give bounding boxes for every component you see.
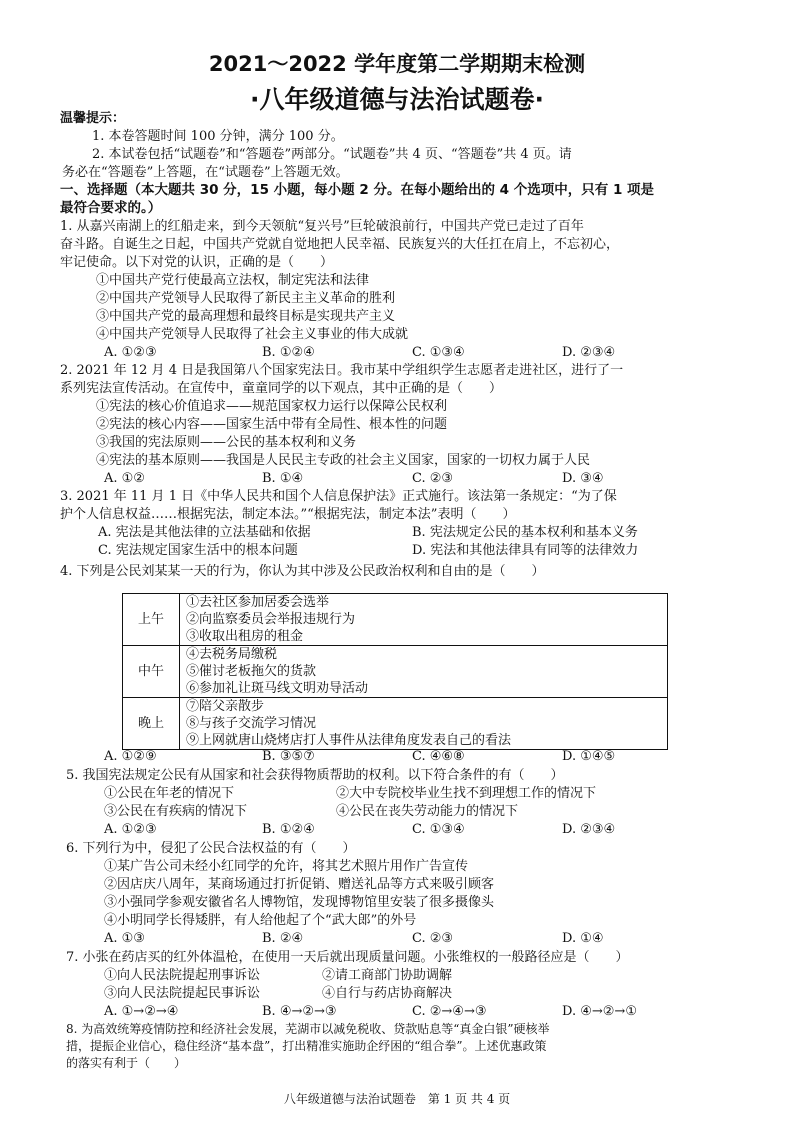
q1-stem: 1. 从嘉兴南湖上的红船走来，到今天领航“复兴号”巨轮破浪前行，中国共产党已走过了百年 bbox=[60, 219, 584, 234]
q1-option-c: C. ①③④ bbox=[412, 345, 465, 360]
q4-option-d: D. ①④⑤ bbox=[562, 749, 616, 764]
q5-statement: ②大中专院校毕业生找不到理想工作的情况下 bbox=[336, 786, 597, 801]
q5-option-d: D. ②③④ bbox=[562, 822, 616, 837]
notice-item-2: 2. 本试卷包括“试题卷”和“答题卷”两部分。“试题卷”共 4 页、“答题卷”共 4 页。请 bbox=[92, 147, 572, 162]
q8-stem: 的落实有利于（ ） bbox=[66, 1056, 187, 1070]
q3-option-c: C. 宪法规定国家生活中的根本问题 bbox=[98, 543, 298, 558]
q4-item: ⑤催讨老板拖欠的货款 bbox=[186, 664, 317, 679]
table-row bbox=[123, 698, 668, 750]
q2-statement: ②宪法的核心内容——国家生活中带有全局性、根本性的问题 bbox=[96, 417, 448, 432]
q5-option-a: A. ①②③ bbox=[104, 822, 157, 837]
q6-option-b: B. ②④ bbox=[262, 931, 304, 946]
q1-statement: ①中国共产党行使最高立法权，制定宪法和法律 bbox=[96, 273, 370, 288]
q2-stem: 系列宪法宣传活动。在宣传中，童童同学的以下观点，其中正确的是（ ） bbox=[60, 381, 503, 396]
q1-statement: ②中国共产党领导人民取得了新民主主义革命的胜利 bbox=[96, 291, 396, 306]
q2-statement: ①宪法的核心价值追求——规范国家权力运行以保障公民权利 bbox=[96, 399, 448, 414]
section-heading-cont: 最符合要求的。） bbox=[60, 200, 162, 216]
q6-statement: ③小强同学参观安徽省名人博物馆，发现博物馆里安装了很多摄像头 bbox=[104, 895, 495, 910]
q7-statement: ②请工商部门协助调解 bbox=[322, 968, 453, 983]
q4-items-cell bbox=[180, 594, 668, 646]
q5-option-c: C. ①③④ bbox=[412, 822, 465, 837]
q6-option-a: A. ①③ bbox=[104, 931, 145, 946]
exam-subtitle: ·八年级道德与法治试题卷· bbox=[250, 85, 544, 114]
q8-stem: 8. 为高效统筹疫情防控和经济社会发展，芜湖市以减免税收、贷款贴息等“真金白银”硬核举 bbox=[66, 1022, 550, 1036]
q4-time-cell: 晚上 bbox=[123, 698, 180, 750]
q8-stem: 措，提振企业信心，稳住经济“基本盘”，打出精准实施助企纾困的“组合拳”。上述优惠政策 bbox=[66, 1039, 547, 1053]
q7-option-b: B. ④→②→③ bbox=[262, 1004, 337, 1019]
q4-time-cell: 上午 bbox=[123, 594, 180, 646]
q2-statement: ④宪法的基本原则——我国是人民民主专政的社会主义国家，国家的一切权力属于人民 bbox=[96, 453, 591, 468]
notice-item-1: 1. 本卷答题时间 100 分钟，满分 100 分。 bbox=[92, 129, 344, 144]
q4-option-b: B. ③⑤⑦ bbox=[262, 749, 315, 764]
q2-option-c: C. ②③ bbox=[412, 471, 454, 486]
q4-item: ⑦陪父亲散步 bbox=[186, 699, 265, 714]
q6-statement: ①某广告公司未经小红同学的允许，将其艺术照片用作广告宣传 bbox=[104, 859, 469, 874]
q4-item: ②向监察委员会举报违规行为 bbox=[186, 612, 356, 627]
q1-option-b: B. ①②④ bbox=[262, 345, 315, 360]
q7-option-a: A. ①→②→④ bbox=[104, 1004, 179, 1019]
q2-stem: 2. 2021 年 12 月 4 日是我国第八个国家宪法日。我市某中学组织学生志愿者走进社区，进行了一 bbox=[60, 363, 624, 378]
q6-option-d: D. ①④ bbox=[562, 931, 604, 946]
q4-item: ①去社区参加居委会选举 bbox=[186, 595, 330, 610]
q5-statement: ④公民在丧失劳动能力的情况下 bbox=[336, 804, 519, 819]
page-footer: 八年级道德与法治试题卷 第 1 页 共 4 页 bbox=[283, 1092, 511, 1106]
q4-item: ③收取出租房的租金 bbox=[186, 629, 304, 644]
q7-statement: ①向人民法院提起刑事诉讼 bbox=[104, 968, 261, 983]
q1-stem: 奋斗路。自诞生之日起，中国共产党就自觉地把人民幸福、民族复兴的大任扛在肩上，不忘初心， bbox=[60, 237, 620, 252]
q7-stem: 7. 小张在药店买的红外体温枪，在使用一天后就出现质量问题。小张维权的一般路径应是（ ） bbox=[66, 950, 629, 965]
table-row bbox=[123, 646, 668, 698]
q3-option-d: D. 宪法和其他法律具有同等的法律效力 bbox=[412, 543, 639, 558]
q4-option-c: C. ④⑥⑧ bbox=[412, 749, 465, 764]
q2-statement: ③我国的宪法原则——公民的基本权利和义务 bbox=[96, 435, 357, 450]
q6-option-c: C. ②③ bbox=[412, 931, 454, 946]
q5-statement: ①公民在年老的情况下 bbox=[104, 786, 235, 801]
q3-option-b: B. 宪法规定公民的基本权利和基本义务 bbox=[412, 525, 638, 540]
notice-item-3: 务必在“答题卷”上答题，在“试题卷”上答题无效。 bbox=[62, 165, 349, 180]
q4-option-a: A. ①②⑨ bbox=[104, 749, 157, 764]
q5-statement: ③公民在有疾病的情况下 bbox=[104, 804, 248, 819]
q5-stem: 5. 我国宪法规定公民有从国家和社会获得物质帮助的权利。以下符合条件的有（ ） bbox=[66, 768, 564, 783]
q4-items-cell bbox=[180, 646, 668, 698]
q4-item: ⑧与孩子交流学习情况 bbox=[186, 716, 317, 731]
q4-time-cell: 中午 bbox=[123, 646, 180, 698]
q4-item: ⑨上网就唐山烧烤店打人事件从法律角度发表自己的看法 bbox=[186, 733, 512, 748]
q4-stem: 4. 下列是公民刘某某一天的行为，你认为其中涉及公民政治权利和自由的是（ ） bbox=[60, 564, 545, 579]
q4-items-cell bbox=[180, 698, 668, 750]
q2-option-b: B. ①④ bbox=[262, 471, 304, 486]
q7-option-d: D. ④→②→① bbox=[562, 1004, 637, 1019]
q1-statement: ③中国共产党的最高理想和最终目标是实现共产主义 bbox=[96, 309, 396, 324]
q7-statement: ③向人民法院提起民事诉讼 bbox=[104, 986, 261, 1001]
q4-schedule-table bbox=[122, 593, 668, 750]
q3-option-a: A. 宪法是其他法律的立法基础和依据 bbox=[98, 525, 311, 540]
q5-option-b: B. ①②④ bbox=[262, 822, 315, 837]
q2-option-d: D. ③④ bbox=[562, 471, 604, 486]
q1-stem: 牢记使命。以下对党的认识，正确的是（ ） bbox=[60, 255, 334, 270]
q4-item: ⑥参加礼让斑马线文明劝导活动 bbox=[186, 681, 369, 696]
q6-statement: ②因店庆八周年，某商场通过打折促销、赠送礼品等方式来吸引顾客 bbox=[104, 877, 495, 892]
section-heading: 一、选择题（本大题共 30 分，15 小题，每小题 2 分。在每小题给出的 4 个选项中，只有 1 项是 bbox=[60, 182, 655, 198]
table-row bbox=[123, 594, 668, 646]
q2-option-a: A. ①② bbox=[104, 471, 145, 486]
q3-stem: 3. 2021 年 11 月 1 日《中华人民共和国个人信息保护法》正式施行。该法第一条规定：“为了保 bbox=[60, 489, 617, 504]
q7-statement: ④自行与药店协商解决 bbox=[322, 986, 453, 1001]
q1-statement: ④中国共产党领导人民取得了社会主义事业的伟大成就 bbox=[96, 327, 409, 342]
q4-item: ④去税务局缴税 bbox=[186, 647, 278, 662]
notice-heading: 温馨提示： bbox=[60, 111, 126, 126]
q3-stem: 护个人信息权益……根据宪法，制定本法。”“根据宪法，制定本法”表明（ ） bbox=[60, 507, 516, 522]
q1-option-d: D. ②③④ bbox=[562, 345, 616, 360]
q6-stem: 6. 下列行为中，侵犯了公民合法权益的有（ ） bbox=[66, 841, 356, 856]
exam-title: 2021～2022 学年度第二学期期末检测 bbox=[208, 52, 586, 76]
q7-option-c: C. ②→④→③ bbox=[412, 1004, 487, 1019]
q6-statement: ④小明同学长得矮胖，有人给他起了个“武大郎”的外号 bbox=[104, 913, 417, 928]
q1-option-a: A. ①②③ bbox=[104, 345, 157, 360]
